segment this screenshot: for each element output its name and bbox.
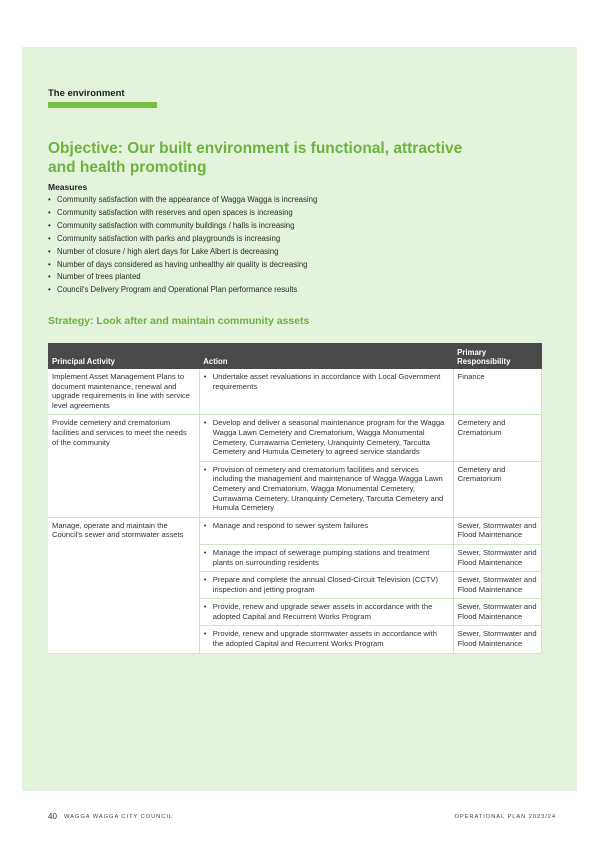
- measure-item: • Number of trees planted: [48, 271, 528, 284]
- action-cell: [199, 517, 453, 544]
- measure-item: • Community satisfaction with reserves and open spaces is increasing: [48, 207, 528, 220]
- action-cell: [199, 544, 453, 571]
- responsibility-cell: Sewer, Stormwater and Flood Maintenance: [453, 599, 541, 626]
- table-row: [48, 572, 542, 599]
- header-action: Action: [199, 343, 453, 369]
- measure-item: • Council's Delivery Program and Operational Plan performance results: [48, 284, 528, 297]
- measure-item: • Number of closure / high alert days for Lake Albert is decreasing: [48, 246, 528, 259]
- action-cell: [199, 415, 453, 461]
- activity-cell: [48, 626, 199, 653]
- measure-item: • Number of days considered as having unhealthy air quality is decreasing: [48, 259, 528, 272]
- action-text: • Develop and deliver a seasonal maintenance program for the Wagga Wagga Lawn Cemetery and Crematorium, Wagga Monumental Cemetery, Currawarna Cemetery, Uranquinty Cemetery, Tarcutta Cemetery and Humula Cemetery to agreed service standards: [204, 418, 449, 456]
- responsibility-cell: Sewer, Stormwater and Flood Maintenance: [453, 572, 541, 599]
- action-cell: [199, 626, 453, 653]
- action-text: • Undertake asset revaluations in accordance with Local Government requirements: [204, 372, 449, 391]
- objective-title: Objective: Our built environment is functional, attractive and health promoting: [48, 140, 463, 176]
- activity-cell: [48, 544, 199, 571]
- action-text: • Manage the impact of sewerage pumping stations and treatment plants on surrounding residents: [204, 548, 449, 567]
- strategy-heading: Strategy: Look after and maintain community assets: [48, 315, 310, 327]
- section-underline: [48, 102, 157, 108]
- measure-item: • Community satisfaction with parks and playgrounds is increasing: [48, 233, 528, 246]
- responsibility-cell: Sewer, Stormwater and Flood Maintenance: [453, 544, 541, 571]
- action-text: • Provide, renew and upgrade stormwater assets in accordance with the adopted Capital and Recurrent Works Program: [204, 629, 449, 648]
- header-primary-responsibility: Primary Responsibility: [453, 343, 541, 369]
- table-row: [48, 517, 542, 544]
- header-principal-activity: Principal Activity: [48, 343, 199, 369]
- responsibility-cell: Finance: [453, 369, 541, 415]
- table-row: [48, 626, 542, 653]
- table-row: [48, 369, 542, 415]
- activity-cell: [48, 461, 199, 517]
- action-cell: [199, 369, 453, 415]
- responsibility-cell: Cemetery and Crematorium: [453, 461, 541, 517]
- activity-table: [48, 343, 542, 654]
- section-heading: The environment: [48, 88, 125, 99]
- action-text: • Provide, renew and upgrade sewer assets in accordance with the adopted Capital and Recurrent Works Program: [204, 602, 449, 621]
- measure-item: • Community satisfaction with community buildings / halls is increasing: [48, 220, 528, 233]
- responsibility-cell: Sewer, Stormwater and Flood Maintenance: [453, 517, 541, 544]
- action-cell: [199, 572, 453, 599]
- page-number: 40: [48, 812, 57, 821]
- table-row: [48, 415, 542, 461]
- footer-document-title: OPERATIONAL PLAN 2023/24: [454, 814, 556, 820]
- action-text: • Provision of cemetery and crematorium facilities and services including the management and maintenance of Wagga Wagga Lawn Cemetery and Crematorium, Wagga Monumental Cemetery, Currawarna Cemetery, Uranquinty Cemetery, Tarcutta Cemetery and Humula Cemetery: [204, 465, 449, 513]
- table-row: [48, 599, 542, 626]
- action-text: • Manage and respond to sewer system failures: [204, 521, 449, 531]
- table-header-row: [48, 343, 542, 369]
- action-cell: [199, 461, 453, 517]
- table-row: [48, 461, 542, 517]
- activity-cell: Implement Asset Management Plans to document maintenance, renewal and upgrade requirements in line with service level agreements: [48, 369, 199, 415]
- responsibility-cell: Sewer, Stormwater and Flood Maintenance: [453, 626, 541, 653]
- action-cell: [199, 599, 453, 626]
- activity-cell: [48, 572, 199, 599]
- action-text: • Prepare and complete the annual Closed-Circuit Television (CCTV) inspection and jetting program: [204, 575, 449, 594]
- measure-item: • Community satisfaction with the appearance of Wagga Wagga is increasing: [48, 194, 528, 207]
- activity-cell: Manage, operate and maintain the Council's sewer and stormwater assets: [48, 517, 199, 544]
- activity-cell: Provide cemetery and crematorium facilities and services to meet the needs of the community: [48, 415, 199, 461]
- table-row: [48, 544, 542, 571]
- measures-list: [48, 194, 528, 297]
- footer-organization: WAGGA WAGGA CITY COUNCIL: [64, 814, 173, 820]
- activity-cell: [48, 599, 199, 626]
- measures-heading: Measures: [48, 182, 88, 192]
- responsibility-cell: Cemetery and Crematorium: [453, 415, 541, 461]
